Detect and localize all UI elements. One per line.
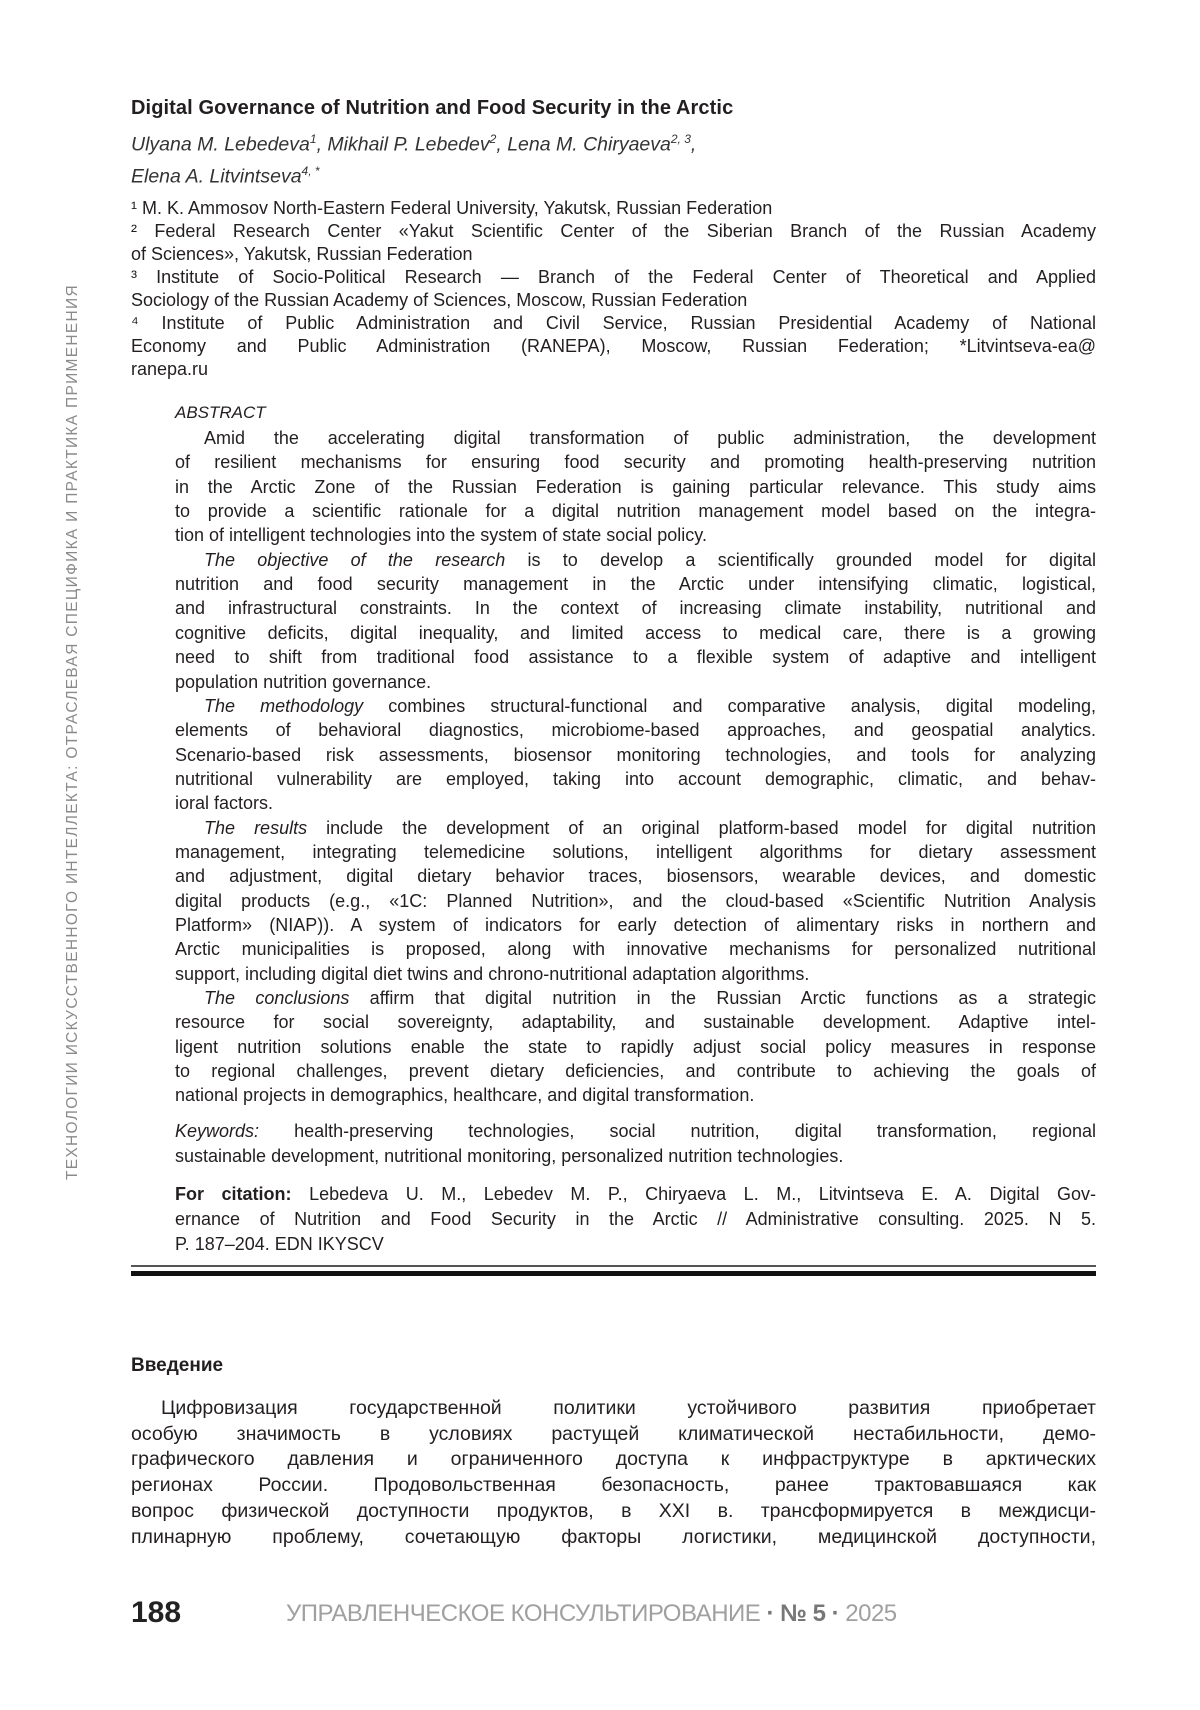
text-line: Platform» (NIAP)). A system of indicators for early detection of alimentary risks in northern and [175, 913, 1096, 937]
text-line: resource for social sovereignty, adaptability, and sustainable development. Adaptive intel- [175, 1010, 1096, 1034]
line-label: For citation: [175, 1184, 309, 1204]
divider-thin [131, 1265, 1096, 1267]
text-line: плинарную проблему, сочетающую факторы логистики, медицинской доступности, [131, 1524, 1096, 1550]
text-line: The methodology combines structural-functional and comparative analysis, digital modeling, [204, 694, 1096, 718]
text-line: digital products (e.g., «1C: Planned Nutrition», and the cloud-based «Scientific Nutrition Analysis [175, 889, 1096, 913]
text-line: nutrition and food security management in the Arctic under intensifying climatic, logistical, [175, 572, 1096, 596]
text-line: For citation: Lebedeva U. M., Lebedev M. P., Chiryaeva L. M., Litvintseva E. A. Digital Gov- [175, 1182, 1096, 1206]
text-line: The objective of the research is to develop a scientifically grounded model for digital [204, 548, 1096, 572]
text-line: nutritional vulnerability are employed, taking into account demographic, climatic, and behav- [175, 767, 1096, 791]
text-line: ³ Institute of Socio-Political Research — Branch of the Federal Center of Theoretical and Applied [131, 265, 1096, 289]
separator: · [766, 1600, 774, 1627]
text-line: support, including digital diet twins and chrono-nutritional adaptation algorithms. [175, 962, 1096, 986]
text-line: Scenario-based risk assessments, biosensor monitoring technologies, and tools for analyzing [175, 743, 1096, 767]
text-line: of Sciences», Yakutsk, Russian Federation [131, 242, 1096, 266]
author-name: Mikhail P. Lebedev [327, 134, 489, 156]
author-list: Ulyana M. Lebedeva1, Mikhail P. Lebedev2, Lena M. Chiryaeva2, 3, Elena A. Litvintseva4, * [131, 126, 696, 189]
text-line: ligent nutrition solutions enable the state to rapidly adjust social policy measures in response [175, 1035, 1096, 1059]
author-affiliation-mark: 2 [490, 132, 497, 146]
author-affiliation-mark: 1 [310, 132, 317, 146]
text-line: ² Federal Research Center «Yakut Scientific Center of the Siberian Branch of the Russian Academy [131, 219, 1096, 243]
journal-year: 2025 [845, 1600, 896, 1627]
text-line: Economy and Public Administration (RANEPA), Moscow, Russian Federation; *Litvintseva-ea@ [131, 334, 1096, 358]
text-line: population nutrition governance. [175, 670, 1096, 694]
text-line: national projects in demographics, healthcare, and digital transformation. [175, 1083, 1096, 1107]
text-line: Sociology of the Russian Academy of Sciences, Moscow, Russian Federation [131, 288, 1096, 312]
section-heading-introduction: Введение [131, 1355, 223, 1377]
text-line: P. 187–204. EDN IKYSCV [175, 1232, 1096, 1256]
text-line: ioral factors. [175, 791, 1096, 815]
text-line: регионах России. Продовольственная безопасность, ранее трактовавшаяся как [131, 1472, 1096, 1498]
abstract-heading: ABSTRACT [175, 403, 266, 423]
text-line: вопрос физической доступности продуктов, в XXI в. трансформируется в междисци- [131, 1498, 1096, 1524]
page-number: 188 [131, 1596, 181, 1630]
author-affiliation-mark: 2, 3 [671, 132, 691, 146]
text-line: особую значимость в условиях растущей климатической нестабильности, демо- [131, 1421, 1096, 1447]
text-line: of resilient mechanisms for ensuring food security and promoting health-preserving nutrition [175, 450, 1096, 474]
side-running-header: ТЕХНОЛОГИИ ИСКУССТВЕННОГО ИНТЕЛЛЕКТА: ОТРАСЛЕВАЯ СПЕЦИФИКА И ПРАКТИКА ПРИМЕНЕНИЯ [64, 90, 82, 1180]
text-line: ¹ M. K. Ammosov North-Eastern Federal University, Yakutsk, Russian Federation [131, 196, 1096, 220]
author-name: Ulyana M. Lebedeva [131, 134, 310, 156]
text-line: Amid the accelerating digital transformation of public administration, the development [204, 426, 1096, 450]
divider-thick [131, 1271, 1096, 1276]
text-line: ⁴ Institute of Public Administration and Civil Service, Russian Presidential Academy of National [131, 311, 1096, 335]
journal-name: УПРАВЛЕНЧЕСКОЕ КОНСУЛЬТИРОВАНИЕ [286, 1600, 760, 1627]
text-line: in the Arctic Zone of the Russian Federation is gaining particular relevance. This study aims [175, 475, 1096, 499]
text-line: sustainable development, nutritional monitoring, personalized nutrition technologies. [175, 1144, 1096, 1168]
text-line: ranepa.ru [131, 357, 1096, 381]
text-line: cognitive deficits, digital inequality, and limited access to medical care, there is a growing [175, 621, 1096, 645]
author-name: Lena M. Chiryaeva [507, 134, 671, 156]
article-title: Digital Governance of Nutrition and Food Security in the Arctic [131, 97, 733, 120]
text-line: The results include the development of an original platform-based model for digital nutrition [204, 816, 1096, 840]
text-line: to provide a scientific rationale for a digital nutrition management model based on the integra- [175, 499, 1096, 523]
text-line: tion of intelligent technologies into the system of state social policy. [175, 523, 1096, 547]
line-label: Keywords: [175, 1121, 294, 1141]
author-affiliation-mark: 4, * [302, 164, 320, 178]
paragraph-lead: The conclusions [204, 988, 349, 1008]
text-line: графического давления и ограниченного доступа к инфраструктуре в арктических [131, 1446, 1096, 1472]
text-line: The conclusions affirm that digital nutrition in the Russian Arctic functions as a strategic [204, 986, 1096, 1010]
separator: · [832, 1600, 840, 1627]
text-line: Цифровизация государственной политики устойчивого развития приобретает [161, 1395, 1096, 1421]
text-line: and adjustment, digital dietary behavior traces, biosensors, wearable devices, and domestic [175, 864, 1096, 888]
journal-footer [286, 1600, 897, 1628]
paragraph-lead: The methodology [204, 696, 363, 716]
text-line: Keywords: health-preserving technologies, social nutrition, digital transformation, regional [175, 1119, 1096, 1143]
text-line: Arctic municipalities is proposed, along with innovative mechanisms for personalized nutritional [175, 937, 1096, 961]
text-line: to regional challenges, prevent dietary deficiencies, and contribute to achieving the goals of [175, 1059, 1096, 1083]
text-line: elements of behavioral diagnostics, microbiome-based approaches, and geospatial analytics. [175, 718, 1096, 742]
text-line: need to shift from traditional food assistance to a flexible system of adaptive and intelligent [175, 645, 1096, 669]
text-line: management, integrating telemedicine solutions, intelligent algorithms for dietary assessment [175, 840, 1096, 864]
text-line: ernance of Nutrition and Food Security in the Arctic // Administrative consulting. 2025. N 5. [175, 1207, 1096, 1231]
paragraph-lead: The objective of the research [204, 550, 505, 570]
issue-number: № 5 [780, 1600, 825, 1627]
text-line: and infrastructural constraints. In the context of increasing climate instability, nutritional and [175, 596, 1096, 620]
author-name: Elena A. Litvintseva [131, 165, 302, 187]
paragraph-lead: The results [204, 818, 307, 838]
